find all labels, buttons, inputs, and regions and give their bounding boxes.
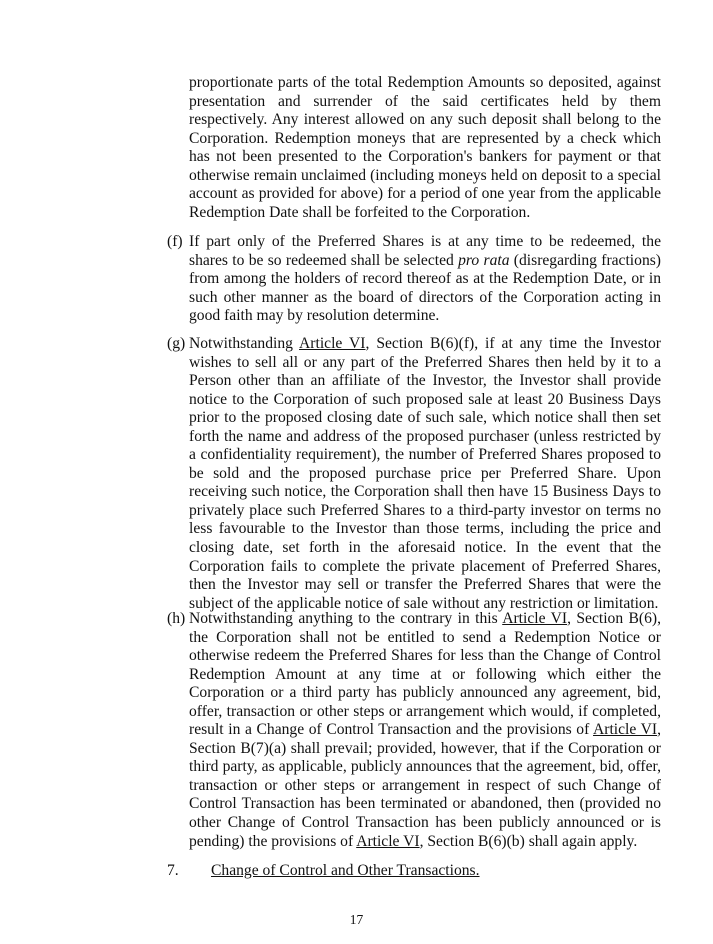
- item-h-text-d: , Section B(6)(b) shall again apply.: [419, 832, 638, 850]
- item-f-label: (f): [167, 233, 183, 250]
- item-h-paragraph: [189, 610, 661, 851]
- item-h-article-ref-2[interactable]: Article VI: [593, 721, 658, 739]
- section-7-number: 7.: [167, 862, 179, 879]
- continuation-paragraph: proportionate parts of the total Redemption Amounts so deposited, against presentation and surrender of the said certificates held by them respectively. Any interest allowed on any such deposit shall belong to the Corporation. Redemption moneys that are represented by a check which has not been presented to the Corporation's bankers for payment or that otherwise remain unclaimed (including moneys held on deposit to a special account as provided for above) for a period of one year from the applicable Redemption Date shall be forfeited to the Corporation.: [189, 74, 661, 221]
- item-g-article-ref[interactable]: Article VI: [299, 335, 366, 352]
- item-f-italic: pro rata: [458, 251, 510, 269]
- item-h-text-c: , Section B(7)(a) shall prevail; provided, however, that if the Corporation or third party, as applicable, publicly announces that the agreement, bid, offer, transaction or other steps or arrangement in respect of such Change of Control Transaction has been terminated or abandoned, then (provided no other Change of Control Transaction has been publicly announced or is pending) the provisions of: [189, 721, 661, 850]
- item-h-article-ref-1[interactable]: Article VI: [502, 610, 568, 627]
- item-g-text-a: Notwithstanding: [189, 335, 300, 352]
- item-g-text-b: , Section B(6)(f), if at any time the Investor wishes to sell all or any part of the Preferred Shares then held by it to a Person other than an affiliate of the Investor, the Investor shall provide notice to the Corporation of such proposed sale at least 20 Business Days prior to the proposed closing date of such sale, which notice shall then set forth the name and address of the proposed purchaser (unless restricted by a confidentiality requirement), the number of Preferred Shares proposed to be sold and the proposed purchase price per Preferred Share. Upon receiving such notice, the Corporation shall then have 15 Business Days to privately place such Preferred Shares to a third-party investor on terms no less favourable to the Investor than those terms, including the price and closing date, set forth in the aforesaid notice. In the event that the Corporation fails to complete the private placement of Preferred Shares, then the Investor may sell or transfer the Preferred Shares that were the subject of the applicable notice of sale without any restriction or limitation.: [189, 335, 661, 612]
- item-g-label: (g): [167, 335, 186, 352]
- item-f-text-a: If part only of the Preferred Shares is at any time to be redeemed, the shares to be so redeemed shall be selected: [189, 233, 661, 269]
- page-number: 17: [349, 912, 364, 927]
- item-h-text-b: , Section B(6), the Corporation shall not be entitled to send a Redemption Notice or otherwise redeem the Preferred Shares for less than the Change of Control Redemption Amount at any time at or following which either the Corporation or a third party has publicly announced any agreement, bid, offer, transaction or other steps or arrangement which would, if completed, result in a Change of Control Transaction and the provisions of: [189, 610, 661, 739]
- item-h-article-ref-3[interactable]: Article VI: [356, 832, 420, 850]
- item-f-paragraph: [189, 233, 661, 326]
- item-f-text-b: (disregarding fractions) from among the holders of record thereof as at the Redemption Date, or in such other manner as the board of directors of the Corporation acting in good faith may by resolution determine.: [189, 251, 661, 325]
- section-7-heading: Change of Control and Other Transactions.: [211, 862, 480, 879]
- item-g-paragraph: [189, 335, 661, 613]
- item-h-text-a: Notwithstanding anything to the contrary in this: [189, 610, 503, 627]
- item-h-label: (h): [167, 610, 186, 627]
